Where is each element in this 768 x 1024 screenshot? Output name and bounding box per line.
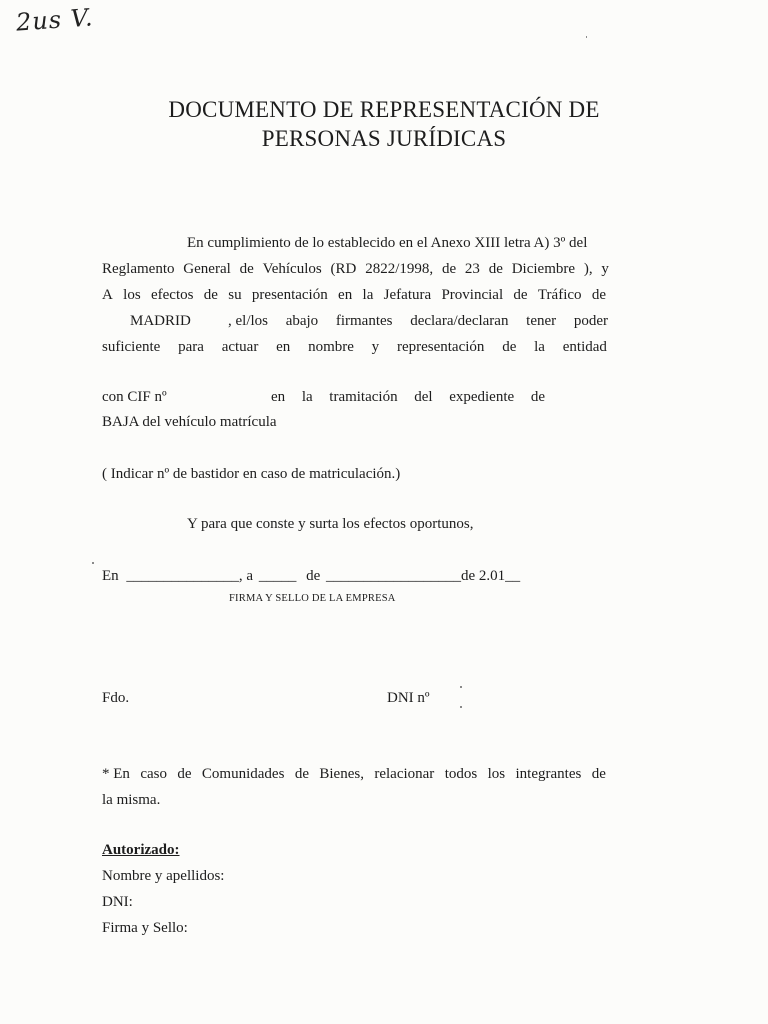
word: de	[203, 287, 218, 303]
paragraph-line2	[102, 261, 609, 278]
month-blank: __________________	[326, 568, 462, 584]
word: representación	[396, 339, 485, 355]
word: (RD	[330, 261, 357, 277]
word: los	[487, 766, 506, 782]
day-blank: _____	[258, 568, 297, 584]
word: de	[239, 261, 254, 277]
date-line	[102, 568, 520, 585]
date-a-label: , a	[238, 568, 254, 584]
paragraph-line5	[102, 339, 607, 356]
word: General	[183, 261, 231, 277]
nombre-apellidos-label: Nombre y apellidos:	[102, 868, 225, 884]
word: , el/los	[228, 313, 268, 329]
word: * En	[102, 766, 130, 782]
word: tener	[526, 313, 557, 329]
word: relacionar	[374, 766, 435, 782]
word: en	[271, 389, 286, 405]
word: de	[591, 287, 606, 303]
date-en-label: En	[102, 568, 119, 584]
word: de	[294, 766, 309, 782]
word: caso	[140, 766, 167, 782]
word: Jefatura	[383, 287, 432, 303]
word: ),	[583, 261, 593, 277]
word: para	[178, 339, 204, 355]
word: Provincial	[441, 287, 504, 303]
paragraph-line3	[102, 287, 606, 304]
dni-label: DNI:	[102, 894, 133, 910]
baja-line: BAJA del vehículo matrícula	[102, 414, 277, 430]
word: Bienes,	[319, 766, 364, 782]
word: declara/declaran	[410, 313, 509, 329]
word: 23	[464, 261, 480, 277]
conste-line: Y para que conste y surta los efectos oportunos,	[187, 516, 474, 532]
word: Reglamento	[102, 261, 175, 277]
word: Comunidades	[201, 766, 285, 782]
scan-speck	[92, 562, 94, 564]
word: la	[534, 339, 545, 355]
fdo-label: Fdo.	[102, 690, 130, 706]
word: y	[371, 339, 380, 355]
word: integrantes	[515, 766, 582, 782]
word: la	[301, 389, 313, 405]
comunidades-line1	[102, 766, 606, 783]
word: poder	[573, 313, 608, 329]
comunidades-line2: la misma.	[102, 792, 161, 808]
word: de	[513, 287, 528, 303]
word: Vehículos	[262, 261, 322, 277]
document-title-line1: DOCUMENTO DE REPRESENTACIÓN DE	[168, 97, 600, 122]
date-de-label: de	[306, 568, 321, 584]
word: presentación	[251, 287, 328, 303]
word: de	[441, 261, 457, 277]
paragraph-line1: En cumplimiento de lo establecido en el Anexo XIII letra A) 3º del	[187, 235, 588, 251]
word: en	[276, 339, 291, 355]
word: y	[601, 261, 609, 277]
autorizado-heading: Autorizado:	[102, 842, 180, 858]
paragraph-line4	[228, 313, 608, 330]
word: la	[362, 287, 374, 303]
year-label: de 2.01__	[461, 568, 521, 584]
word: del	[414, 389, 433, 405]
cif-label: con CIF nº	[102, 389, 167, 405]
word: de	[502, 339, 517, 355]
word: efectos	[150, 287, 194, 303]
word: entidad	[562, 339, 607, 355]
word: abajo	[285, 313, 319, 329]
word: firmantes	[335, 313, 393, 329]
word: actuar	[221, 339, 259, 355]
word: Tráfico	[537, 287, 582, 303]
word: 2822/1998,	[365, 261, 434, 277]
firma-sello-empresa-label: FIRMA Y SELLO DE LA EMPRESA	[229, 593, 396, 604]
word: nombre	[308, 339, 354, 355]
cif-line-text	[271, 389, 545, 406]
word: A	[102, 287, 113, 303]
word: los	[123, 287, 141, 303]
word: suficiente	[102, 339, 161, 355]
word: de	[530, 389, 545, 405]
word: de	[177, 766, 192, 782]
document-title-line2: PERSONAS JURÍDICAS	[261, 126, 507, 151]
place-blank: _______________	[126, 568, 239, 584]
scan-speck	[586, 36, 587, 38]
word: su	[228, 287, 242, 303]
city-name: MADRID	[130, 313, 191, 329]
scan-speck	[460, 706, 462, 708]
word: tramitación	[329, 389, 398, 405]
dni-number-label: DNI nº	[387, 690, 430, 706]
bastidor-note: ( Indicar nº de bastidor en caso de matriculación.)	[102, 466, 401, 482]
word: expediente	[449, 389, 515, 405]
word: todos	[444, 766, 478, 782]
word: Diciembre	[511, 261, 576, 277]
scan-speck	[460, 686, 462, 688]
word: en	[338, 287, 353, 303]
handwritten-note: 2us V.	[15, 3, 95, 37]
firma-sello-label: Firma y Sello:	[102, 920, 188, 936]
word: de	[488, 261, 503, 277]
word: de	[591, 766, 606, 782]
